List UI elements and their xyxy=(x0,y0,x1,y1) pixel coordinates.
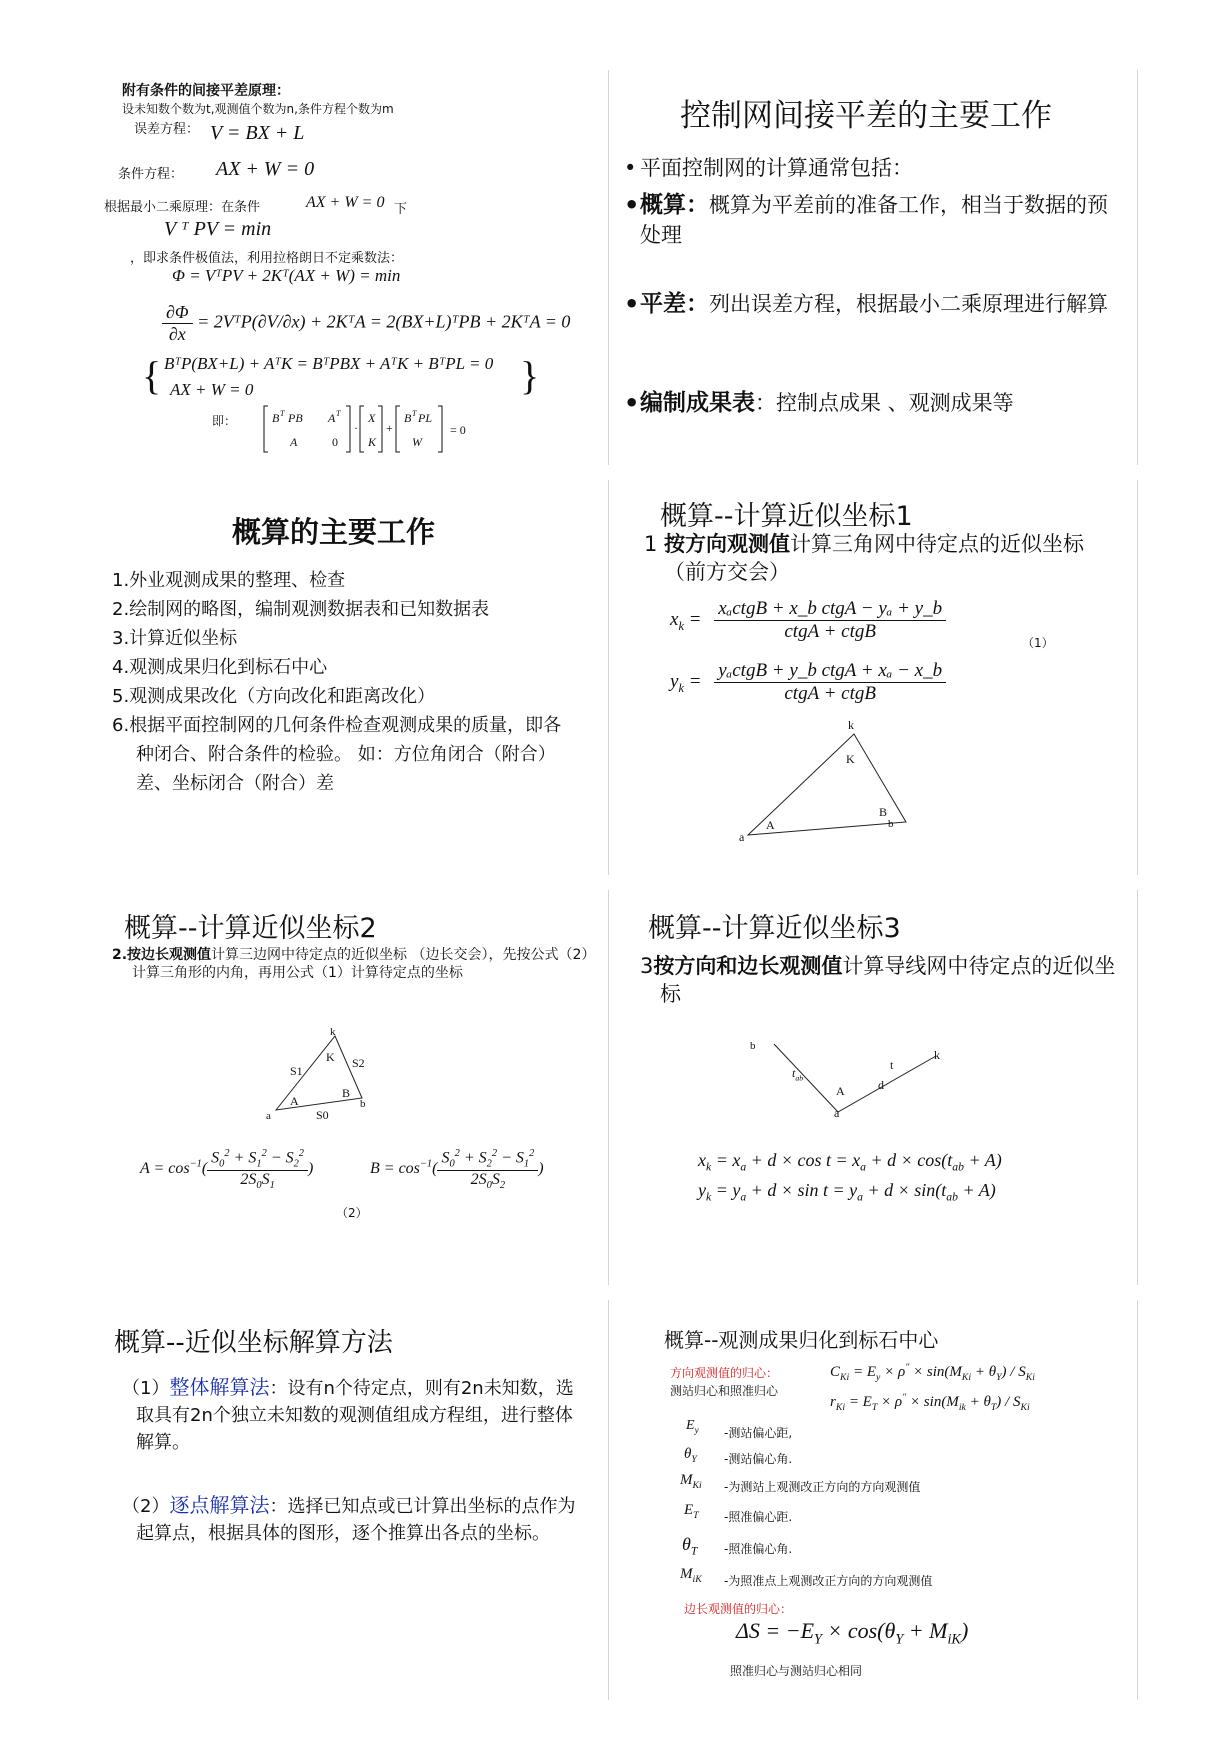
s4-label-B: B xyxy=(879,805,888,819)
s4-xk-frac xyxy=(714,598,946,643)
s6-label-a: a xyxy=(834,1106,840,1120)
s2-bullet-1 xyxy=(624,153,1120,183)
separator xyxy=(1137,480,1138,875)
s1-cond-label: 条件方程： xyxy=(118,167,184,182)
s1-err-eq: V = BX + L xyxy=(210,122,305,144)
s8-footer: 照准归心与测站归心相同 xyxy=(730,1664,863,1678)
s5-title: 概算--计算近似坐标2 xyxy=(124,913,377,944)
s2-bullet-2 xyxy=(624,190,1110,250)
svg-text:B: B xyxy=(404,411,412,425)
svg-text:W: W xyxy=(412,435,422,449)
s5-label-a: a xyxy=(266,1110,271,1122)
s5-label-A: A xyxy=(290,1094,299,1108)
list-item: 2.绘制网的略图，编制观测数据表和已知数据表 xyxy=(112,599,490,620)
s8-dir-sub: 测站归心和照准归心 xyxy=(670,1384,779,1398)
s4-xk-eq xyxy=(670,598,946,643)
s5-formula-B: $B = \cos^{-1}$( $\frac{S_0^2 + S_2^2 - S_1^2}{2S_0S_2}$ ) xyxy=(370,1148,544,1191)
s4-yk-eq xyxy=(670,660,946,705)
s1-phi-eq: Φ = VᵀPV + 2Kᵀ(AX + W) = min xyxy=(172,266,401,285)
bullet-dot: • xyxy=(624,156,637,180)
s4-sub-rest: 计算三角网中待定点的近似坐标 （前方交会） xyxy=(664,532,1085,584)
s4-label-b: b xyxy=(888,818,894,830)
s6-label-k: k xyxy=(934,1048,940,1062)
s7-para-1 xyxy=(122,1374,586,1456)
s7-title: 概算--近似坐标解算方法 xyxy=(114,1328,393,1358)
s8-eq-c: $C_{Ki} = E_y \times \rho'' \times \sin(M_{Ki} + \theta_Y) / S_{Ki}$ xyxy=(830,1362,1035,1383)
s5-label-K: K xyxy=(326,1050,335,1064)
s6-sub-bold: 按方向和边长观测值 xyxy=(653,954,843,978)
s4-xk-den: ctgA + ctgB xyxy=(784,621,876,642)
s8-sym-thetat: $\theta_T$ xyxy=(682,1534,698,1558)
s5-sub-rest: 计算三边网中待定点的近似坐标 （边长交会），先按公式（2）计算三角形的内角，再用公式（1）计算待定点的坐标 xyxy=(132,947,589,981)
list-item: 4.观测成果归化到标石中心 xyxy=(112,657,328,678)
s7-p2-pre: （2） xyxy=(122,1496,170,1517)
separator xyxy=(1137,890,1138,1285)
s7-p2-bold: 逐点解算法 xyxy=(169,1493,270,1517)
s2-b4: ：控制点成果 、观测成果等 xyxy=(755,391,1014,415)
s4-yk-frac xyxy=(714,660,946,705)
separator xyxy=(608,1300,609,1700)
s1-sys1: BᵀP(BX+L) + AᵀK = BᵀPBX + AᵀK + BᵀPL = 0 xyxy=(164,354,494,373)
s6-label-b: b xyxy=(750,1040,756,1052)
list-item: 1.外业观测成果的整理、检查 xyxy=(112,570,346,591)
s5-label-B: B xyxy=(342,1086,351,1100)
separator xyxy=(608,890,609,1285)
bullet-dot: • xyxy=(624,389,640,417)
s5-label-S1: S1 xyxy=(290,1064,303,1078)
s4-sub-pre: 1 xyxy=(644,532,665,556)
s1-lsq-cond: AX + W = 0 xyxy=(306,194,385,211)
s4-label-a: a xyxy=(739,830,745,844)
separator xyxy=(1137,1300,1138,1700)
s8-def-mki: -为测站上观测改正方向的方向观测值 xyxy=(724,1480,921,1494)
s4-sub-bold: 按方向观测值 xyxy=(664,532,791,556)
s4-xk-num: xₐctgB + x_b ctgA − yₐ + y_b xyxy=(714,598,946,621)
s8-sym-mki: $M_{Ki}$ xyxy=(680,1472,702,1491)
s8-def-thetat: -照准偏心角. xyxy=(724,1542,793,1556)
s6-eq2: $y_k = y_a + d \times \sin t = y_a + d \times \sin(t_{ab} + A)$ xyxy=(698,1180,996,1204)
s2-b2-bold: 概算： xyxy=(640,192,709,218)
svg-text:A: A xyxy=(328,411,336,425)
s6-title: 概算--计算近似坐标3 xyxy=(648,913,901,944)
s2-b3: 列出误差方程，根据最小二乘原理进行解算 xyxy=(709,292,1108,316)
s1-ji: 即： xyxy=(212,414,237,428)
list-item: 6.根据平面控制网的几何条件检查观测成果的质量，即各种闭合、附合条件的检验。 如：方位角闭合（附合）差、坐标闭合（附合）差 xyxy=(112,715,562,794)
s5-frac-A: $\frac{S_0^2 + S_1^2 - S_2^2}{2S_0S_1}$ xyxy=(207,1148,308,1191)
list-item: 3.计算近似坐标 xyxy=(112,628,238,649)
s5-subtitle xyxy=(112,946,592,982)
s2-bullet-4 xyxy=(624,388,1120,418)
s6-traverse-diagram xyxy=(770,1040,940,1140)
svg-text:+: + xyxy=(386,421,393,435)
s8-title: 概算--观测成果归化到标石中心 xyxy=(664,1328,939,1352)
s5-label-S2: S2 xyxy=(352,1056,365,1070)
svg-text:T: T xyxy=(412,409,417,418)
svg-text:K: K xyxy=(368,435,377,449)
bullet-dot: • xyxy=(624,290,640,318)
s1-sys2: AX + W = 0 xyxy=(170,380,254,399)
svg-text:T: T xyxy=(336,409,341,418)
separator xyxy=(1137,70,1138,465)
s8-def-thetay: -测站偏心角. xyxy=(724,1452,793,1466)
s4-label-A: A xyxy=(766,818,775,832)
svg-text:PL: PL xyxy=(418,411,433,425)
s4-label-k: k xyxy=(848,718,854,732)
svg-text:·: · xyxy=(354,421,358,435)
s1-min-eq: V ᵀ PV = min xyxy=(164,218,272,240)
s8-def-mik: -为照准点上观测改正方向的方向观测值 xyxy=(724,1574,933,1588)
s1-lsq-tail: 下 xyxy=(394,202,408,217)
s6-label-t: t xyxy=(890,1058,894,1072)
s6-label-d: d xyxy=(878,1078,884,1092)
s8-dir-label: 方向观测值的归心： xyxy=(670,1366,779,1380)
s4-yk-den: ctgA + ctgB xyxy=(784,683,876,704)
s8-delta-eq: $\Delta S = -E_Y \times \cos(\theta_Y + M_{iK})$ xyxy=(736,1618,969,1648)
svg-text:0: 0 xyxy=(332,435,338,449)
s8-def-ey: -测站偏心距, xyxy=(724,1426,793,1440)
s2-b3-bold: 平差： xyxy=(640,291,709,317)
s4-subtitle xyxy=(644,530,1124,586)
s7-p1-bold: 整体解算法 xyxy=(169,1375,270,1399)
s6-label-A: A xyxy=(836,1084,845,1098)
s5-triangle-diagram xyxy=(270,1030,370,1116)
s5-label-k: k xyxy=(330,1026,336,1038)
s7-para-2 xyxy=(122,1492,586,1547)
s1-cond-eq: AX + W = 0 xyxy=(216,158,315,180)
s5-frac-B: $\frac{S_0^2 + S_2^2 - S_1^2}{2S_0S_2}$ xyxy=(437,1148,538,1191)
svg-text:T: T xyxy=(280,409,285,418)
s7-p1-rest: ：设有n个待定点，则有2n未知数，选取具有2n个独立未知数的观测值组成方程组，进行整体解算。 xyxy=(136,1378,574,1453)
svg-text:PB: PB xyxy=(288,411,303,425)
s8-def-et: -照准偏心距. xyxy=(724,1510,793,1524)
s4-eqno: （1） xyxy=(1022,636,1054,650)
s1-deriv xyxy=(162,302,570,345)
s3-title: 概算的主要工作 xyxy=(232,515,436,549)
s1-heading: 附有条件的间接平差原理： xyxy=(122,83,290,99)
s5-label-S0: S0 xyxy=(316,1108,329,1122)
s1-lagrange: ，即求条件极值法，利用拉格朗日不定乘数法： xyxy=(130,251,404,266)
s2-b2: 概算为平差前的准备工作，相当于数据的预处理 xyxy=(640,193,1108,247)
s7-p1-pre: （1） xyxy=(122,1378,170,1399)
s4-yk-label: $y_k$ = xyxy=(670,670,702,695)
s6-label-tab: $t_{ab}$ xyxy=(792,1066,804,1083)
s1-line1: 设未知数个数为t,观测值个数为n,条件方程个数为m xyxy=(122,102,394,116)
separator xyxy=(608,70,609,465)
svg-text:X: X xyxy=(368,411,376,425)
bullet-dot: • xyxy=(624,191,640,219)
s2-b1: 平面控制网的计算通常包括： xyxy=(640,156,913,180)
s2-title: 控制网间接平差的主要工作 xyxy=(680,98,1052,134)
s8-side-label: 边长观测值的归心： xyxy=(684,1602,793,1616)
s4-title: 概算--计算近似坐标1 xyxy=(660,501,913,532)
s4-xk-label: $x_k$ = xyxy=(670,608,702,633)
s6-sub-pre: 3 xyxy=(640,954,654,978)
s2-b4-bold: 编制成果表 xyxy=(640,390,755,416)
s5-eqno: （2） xyxy=(336,1206,368,1220)
s7-p2-rest: ：选择已知点或已计算出坐标的点作为起算点，根据具体的图形，逐个推算出各点的坐标。 xyxy=(136,1496,576,1544)
list-item: 5.观测成果改化（方向改化和距离改化） xyxy=(112,686,436,707)
s1-lsq-label: 根据最小二乘原理：在条件 xyxy=(104,200,261,215)
svg-text:= 0: = 0 xyxy=(450,423,466,437)
s4-label-K: K xyxy=(846,752,855,766)
s1-matrix-eq xyxy=(262,404,492,454)
s1-deriv-eq: = 2VᵀP(∂V/∂x) + 2KᵀA = 2(BX+L)ᵀPB + 2KᵀA = 0 xyxy=(197,311,571,332)
s6-subtitle xyxy=(640,952,1130,1008)
s1-brace-right: } xyxy=(520,353,540,398)
s2-bullet-3 xyxy=(624,289,1110,319)
s8-sym-mik: $M_{iK}$ xyxy=(680,1566,702,1585)
s8-sym-et: $E_T$ xyxy=(684,1502,699,1521)
s1-brace-left: { xyxy=(142,353,162,398)
s5-label-b: b xyxy=(360,1098,366,1110)
s1-err-label: 误差方程： xyxy=(134,122,200,137)
s8-sym-ey: $E_y$ xyxy=(686,1418,699,1435)
separator xyxy=(608,480,609,875)
s1-dphi-dx: $\frac{\partial\Phi}{\partial x}$ xyxy=(162,302,193,345)
s8-eq-r: $r_{Ki} = E_T \times \rho'' \times \sin(M_{ik} + \theta_T) / S_{Ki}$ xyxy=(830,1392,1030,1413)
s3-list xyxy=(112,566,572,798)
s8-sym-thetay: $\theta_Y$ xyxy=(684,1446,697,1465)
s5-sub-bold: 2.按边长观测值 xyxy=(112,947,212,963)
s6-eq1: $x_k = x_a + d \times \cos t = x_a + d \times \cos(t_{ab} + A)$ xyxy=(698,1150,1002,1174)
s6-sub-rest: 计算导线网中待定点的近似坐标 xyxy=(660,954,1116,1006)
svg-text:A: A xyxy=(290,435,298,449)
s5-formula-A: $A = \cos^{-1}$( $\frac{S_0^2 + S_1^2 - S_2^2}{2S_0S_1}$ ) xyxy=(140,1148,314,1191)
s4-yk-num: yₐctgB + y_b ctgA + xₐ − x_b xyxy=(714,660,946,683)
svg-text:B: B xyxy=(272,411,280,425)
